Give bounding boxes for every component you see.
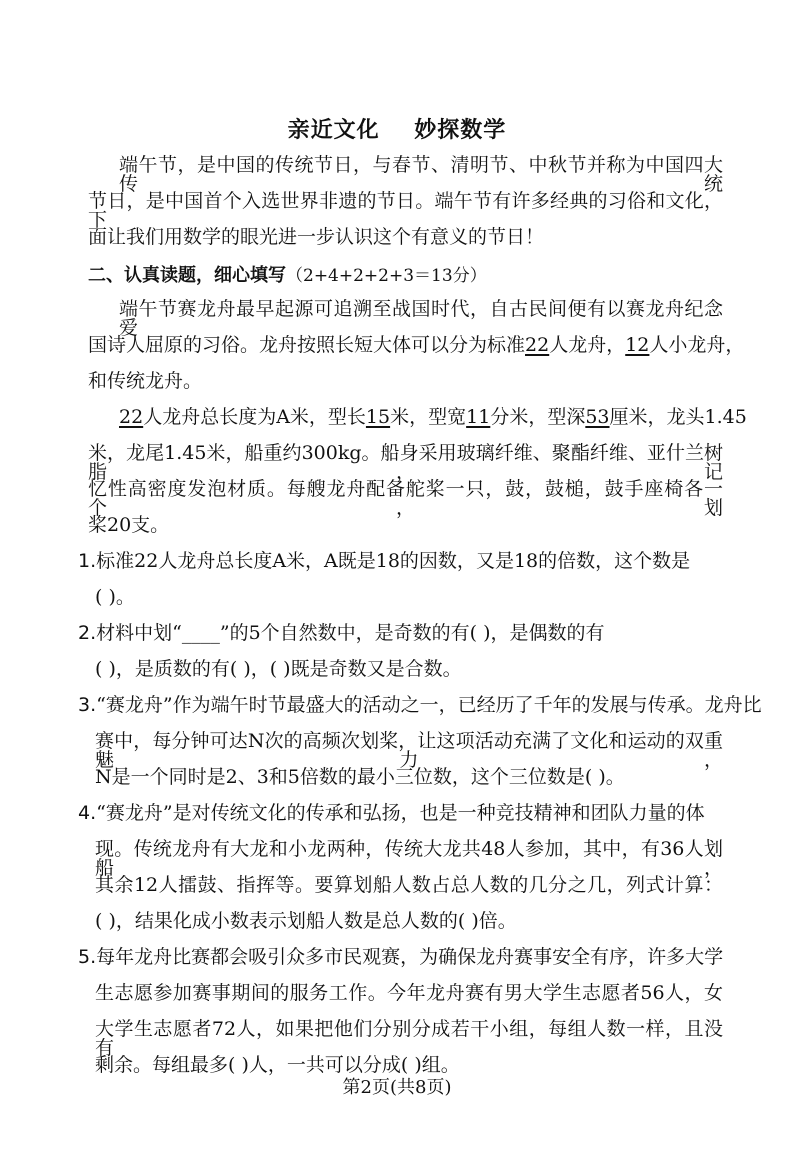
passage2-text: 人龙舟总长度为A米，型长	[143, 406, 366, 428]
question-1	[78, 552, 690, 571]
passage2-line-2: 米，龙尾1.45米，船重约300kg。船身采用玻璃纤维、聚酯纤维、亚什兰树脂，记	[88, 442, 723, 483]
underlined-number: 22	[119, 406, 144, 428]
question-4-line-3: 其余12人擂鼓、指挥等。要算划船人数占总人数的几分之几，列式计算：	[95, 874, 723, 896]
page-title: 亲近文化 妙探数学	[287, 118, 507, 143]
question-number: 5.	[78, 946, 97, 968]
question-5-line-3: 大学生志愿者72人，如果把他们分别分成若干小组，每组人数一样，且没有	[95, 1018, 723, 1059]
question-2	[78, 624, 605, 643]
question-text: 每年龙舟比赛都会吸引众多市民观赛，为确保龙舟赛事安全有序，许多大学	[96, 946, 724, 968]
question-number: 1.	[78, 550, 97, 572]
question-4	[78, 804, 705, 823]
passage1-text: 人龙舟，	[549, 334, 626, 356]
question-2-answer-line: ( )，是质数的有( )，( )既是奇数又是合数。	[95, 658, 462, 680]
passage2-line-1	[119, 408, 747, 427]
question-text: 标准22人龙舟总长度A米，A既是18的因数，又是18的倍数，这个数是	[96, 550, 691, 572]
underlined-number: 12	[625, 334, 650, 356]
question-text: “赛龙舟”作为端午时节最盛大的活动之一，已经历了千年的发展与传承。龙舟比	[96, 694, 762, 716]
underlined-number: 22	[525, 334, 550, 356]
question-number: 2.	[78, 622, 97, 644]
question-number: 4.	[78, 802, 97, 824]
section-points: （2+4+2+2+3＝13分）	[286, 266, 487, 286]
passage2-line-3: 忆性高密度发泡材质。每艘龙舟配备舵桨一只，鼓，鼓槌，鼓手座椅各一个，划	[88, 478, 723, 519]
question-text: “赛龙舟”是对传统文化的传承和弘扬，也是一种竞技精神和团队力量的体	[96, 802, 705, 824]
page-footer: 第2页(共8页)	[342, 1077, 452, 1098]
passage1-text: 人小龙舟，	[649, 334, 745, 356]
section-heading	[88, 261, 487, 287]
passage2-text: 分米，型深	[490, 406, 586, 428]
intro-line-2: 节日，是中国首个入选世界非遗的节日。端午节有许多经典的习俗和文化，下	[88, 190, 723, 231]
question-1-answer-line: ( )。	[95, 586, 135, 608]
question-3-line-3: N是一个同时是2、3和5倍数的最小三位数，这个三位数是( )。	[95, 766, 625, 788]
underlined-number: 11	[466, 406, 491, 428]
question-4-line-2: 现。传统龙舟有大龙和小龙两种，传统大龙共48人参加，其中，有36人划船，	[95, 838, 723, 879]
underlined-number: 53	[585, 406, 610, 428]
passage1-line-1: 端午节赛龙舟最早起源可追溯至战国时代，自古民间便有以赛龙舟纪念爱	[119, 298, 723, 339]
question-4-answer-line: ( )，结果化成小数表示划船人数是总人数的( )倍。	[95, 910, 517, 932]
section-heading-text: 二、认真读题，细心填写	[88, 265, 286, 286]
passage1-line-2	[88, 336, 744, 355]
passage2-text: 米，型宽	[390, 406, 467, 428]
passage1-text: 国诗人屈原的习俗。龙舟按照长短大体可以分为标准	[88, 334, 526, 356]
question-5-line-2: 生志愿参加赛事期间的服务工作。今年龙舟赛有男大学生志愿者56人，女	[95, 982, 723, 1004]
intro-line-3: 面让我们用数学的眼光进一步认识这个有意义的节日！	[88, 226, 545, 248]
question-5	[78, 948, 723, 967]
question-5-answer-line: 剩余。每组最多( )人，一共可以分成( )组。	[95, 1054, 460, 1076]
passage2-line-4: 桨20支。	[88, 514, 170, 536]
underlined-number: 15	[365, 406, 391, 428]
passage2-text: 厘米，龙头1.45	[609, 406, 747, 428]
question-number: 3.	[78, 694, 97, 716]
question-3	[78, 696, 762, 715]
question-3-line-2: 赛中，每分钟可达N次的高频次划桨，让这项活动充满了文化和运动的双重魅力，	[95, 730, 723, 771]
intro-line-1: 端午节，是中国的传统节日，与春节、清明节、中秋节并称为中国四大传统	[119, 154, 723, 195]
question-text: 材料中划“____”的5个自然数中，是奇数的有( )，是偶数的有	[96, 622, 605, 644]
passage1-line-3: 和传统龙舟。	[88, 370, 203, 392]
